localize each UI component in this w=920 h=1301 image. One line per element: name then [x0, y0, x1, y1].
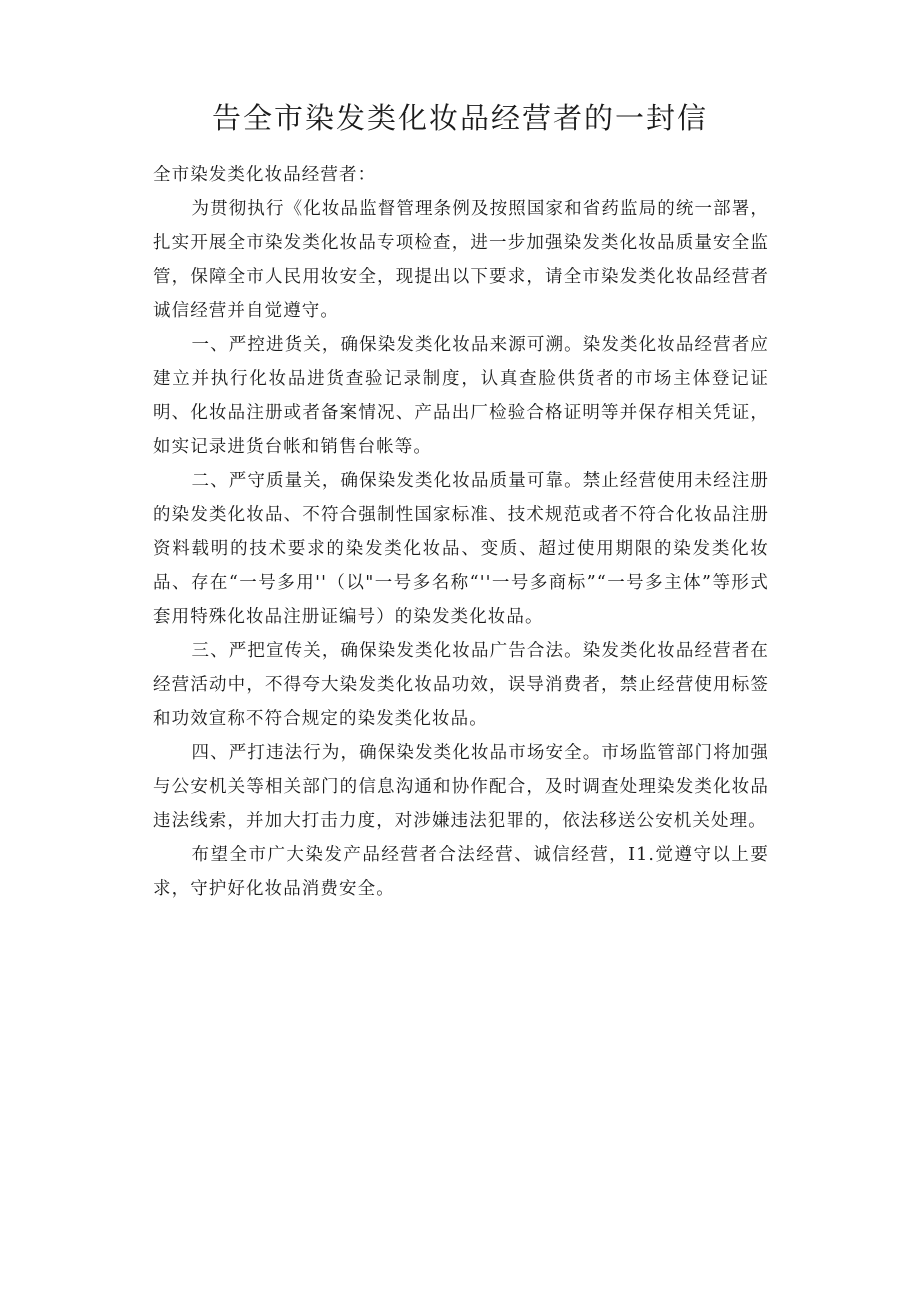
closing-paragraph: 布望全市广大染发产品经营者合法经营、诚信经营，I1.觉遵守以上要求，守护好化妆品消费安全。	[153, 845, 769, 899]
document-title: 告全市染发类化妆品经营者的一封信	[211, 101, 708, 135]
intro-paragraph: 为贯彻执行《化妆品监督管理条例及按照国家和省药监局的统一部署，扎实开展全市染发类化妆品专项检查，进一步加强染发类化妆品质量安全监管，保障全市人民用妆安全，现提出以下要求，请全市染发类化妆品经营者诚信经营并自觉遵守。	[153, 199, 769, 321]
salutation: 全市染发类化妆品经营者：	[153, 165, 377, 185]
letter-body	[153, 158, 769, 906]
point-one-paragraph: 一、严控进货关，确保染发类化妆品来源可溯。染发类化妆品经营者应建立并执行化妆品进货查验记录制度，认真查脸供货者的市场主体登记证明、化妆品注册或者备案情况、产品出厂检验合格证明等并保存相关凭证，如实记录进货台帐和销售台帐等。	[153, 335, 769, 457]
point-three-paragraph: 三、严把宣传关，确保染发类化妆品广告合法。染发类化妆品经营者在经营活动中，不得夸大染发类化妆品功效，误导消费者，禁止经营使用标签和功效宣称不符合规定的染发类化妆品。	[153, 641, 769, 729]
point-two-paragraph: 二、严守质量关，确保染发类化妆品质量可靠。禁止经营使用未经注册的染发类化妆品、不符合强制性国家标准、技术规范或者不符合化妆品注册资料载明的技术要求的染发类化妆品、变质、超过使用期限的染发类化妆品、存在“一号多用''（以"一号多名称“''一号多商标”“一号多主体”等形式套用特殊化妆品注册证编号）的染发类化妆品。	[153, 471, 769, 627]
point-four-paragraph: 四、严打违法行为，确保染发类化妆品市场安全。市场监管部门将加强与公安机关等相关部门的信息沟通和协作配合，及时调查处理染发类化妆品违法线索，并加大打击力度，对涉嫌违法犯罪的，依法移送公安机关处理。	[153, 743, 769, 831]
